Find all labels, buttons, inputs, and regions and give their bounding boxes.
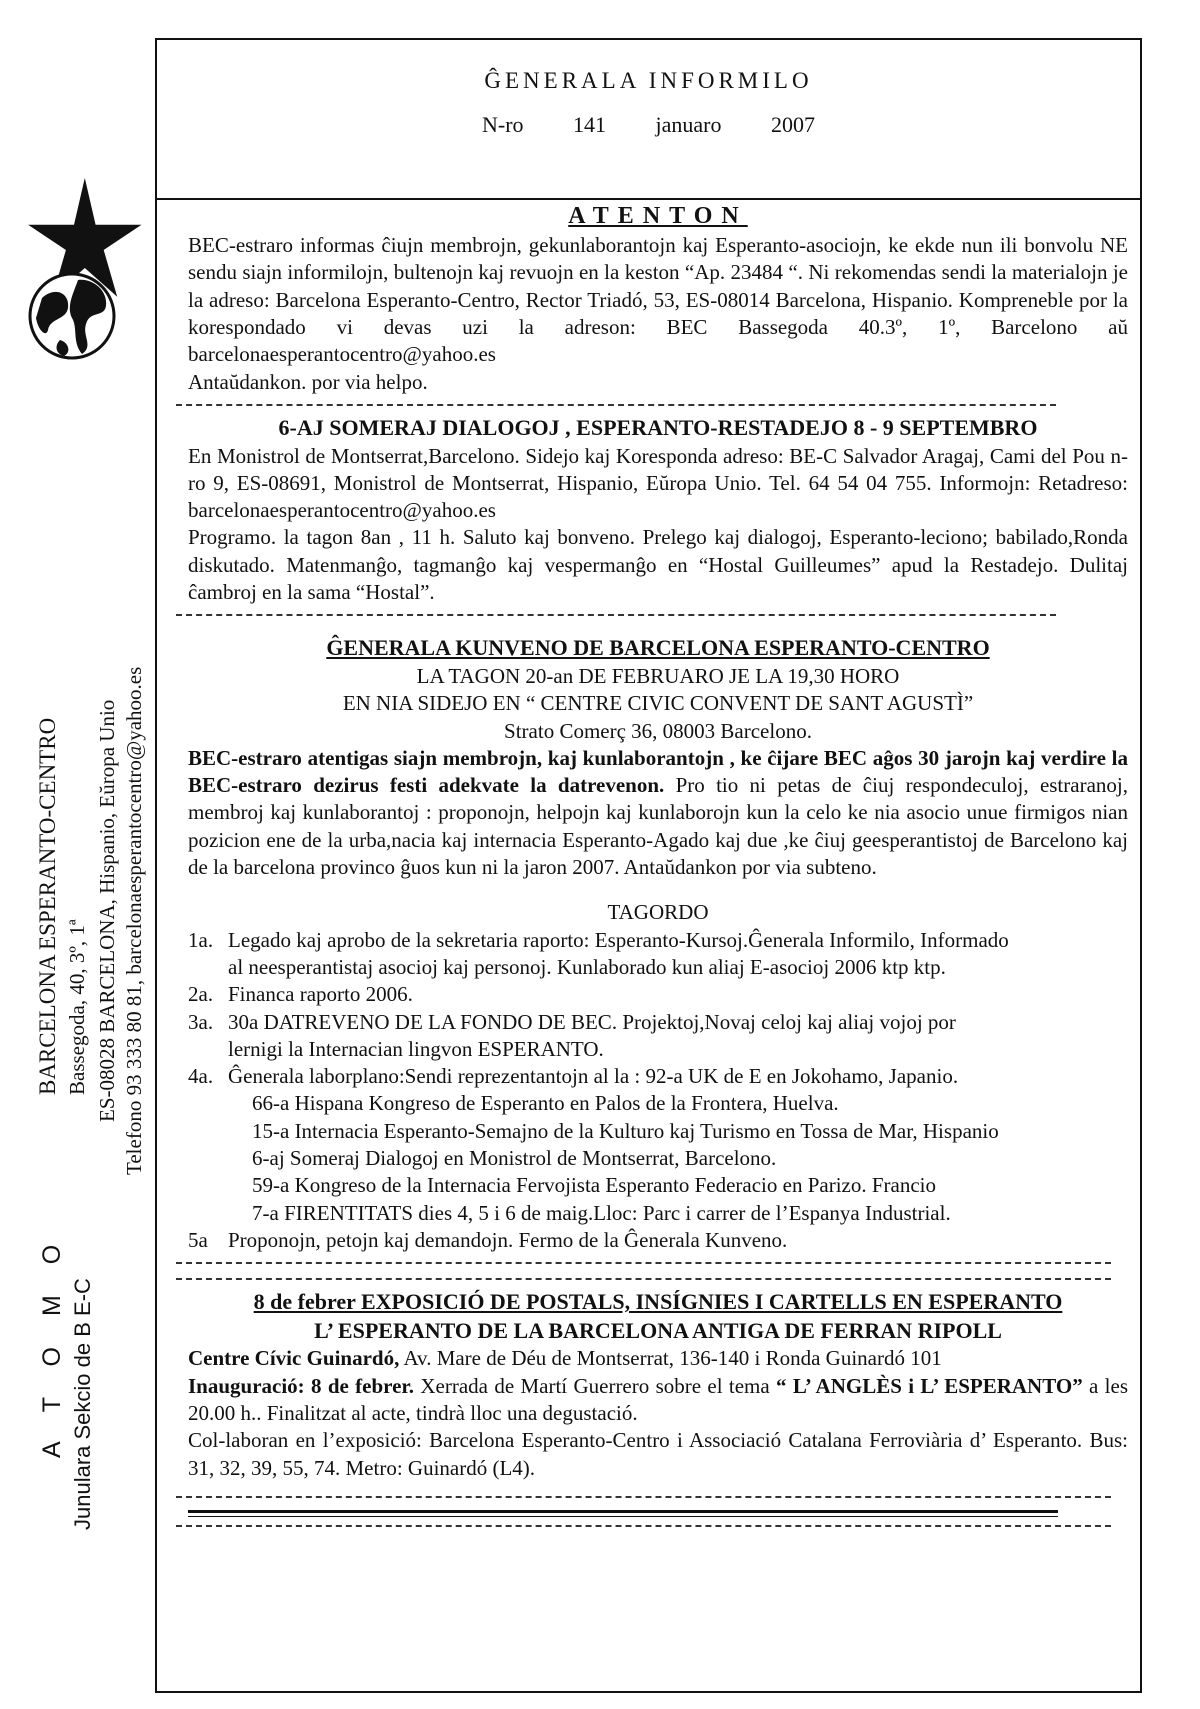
kunveno-bold-text: BEC-estraro atentigas siajn membrojn, kaj kunlaborantojn , ke ĉijare BEC aĝos 30 jarojn kaj verdire la BEC-estraro dezirus festi adekvate la datrevenon.	[188, 745, 1128, 798]
issue-year: 2007	[771, 112, 815, 137]
bulletin-title: ĜENERALA INFORMILO	[484, 68, 813, 93]
agenda-item: 5a Proponojn, petojn kaj demandojn. Fermo de la Ĝenerala Kunveno.	[188, 1227, 788, 1252]
sidebar-city: ES-08028 BARCELONA, Hispanio, Eŭropa Unio	[95, 699, 119, 1122]
agenda-subitem: 66-a Hispana Kongreso de Esperanto en Palos de la Frontera, Huelva.	[252, 1091, 839, 1116]
separator	[176, 1262, 1111, 1264]
star-globe-logo	[20, 168, 150, 368]
atenton-paragraph: BEC-estraro informas ĉiujn membrojn, gekunlaborantojn kaj Esperanto-asociojn, ke ekde nun ili bonvolu NE sendu siajn informilojn, bultenojn kaj revuojn en la keston “Ap. 23484 “. Ni rekomendas sendi la materialojn je la adreso: Barcelona Esperanto-Centro, Rector Triadó, 53, ES-08014 Barcelona, Hispanio. Kompreneble por la korespondado vi devas uzi la adreson: BEC Bassegoda 40.3º, 1º, Barcelono aŭ barcelonaesperantocentro@yahoo.es	[188, 233, 1128, 367]
agenda-list	[188, 927, 1128, 1255]
atenton-heading: ATENTON	[568, 203, 748, 229]
separator	[176, 1525, 1111, 1527]
dialogoj-program: Programo. la tagon 8an , 11 h. Saluto kaj bonveno. Prelego kaj dialogoj, Esperanto-leciono; babilado,Ronda diskutado. Matenmanĝo, tagmanĝo kaj vespermanĝo en “Hostal Guilleumes” apud la Restadejo. Dulitaj ĉambroj en la sama “Hostal”.	[188, 525, 1128, 605]
sidebar-org-name: BARCELONA ESPERANTO-CENTRO	[35, 717, 60, 1095]
atenton-thanks: Antaŭdankon. por via helpo.	[188, 369, 428, 394]
expo-venue: Centre Cívic Guinardó, Av. Mare de Déu de Montserrat, 136-140 i Ronda Guinardó 101	[188, 1346, 942, 1371]
kunveno-body-text: Pro tio ni petas de ĉiuj respondeculoj, estraranoj, membroj kaj kunlaborantoj : proponojn, helpojn kaj kunlaborojn kun la celo ke nia asocio unue firmigos nian pozicion ene de la urba,nacia kaj internacia Esperanto-Agado kaj due ,ke ĉiuj geesperantistoj de Barcelono kaj de la barcelona provinco ĝuos kun ni la jaron 2007. Antaŭdankon por via subteno.	[188, 773, 1128, 880]
separator	[176, 1496, 1111, 1498]
kunveno-paragraph	[188, 745, 1128, 881]
issue-number: 141	[573, 112, 607, 137]
agenda-subitem: 7-a FIRENTITATS dies 4, 5 i 6 de maig.Lloc: Parc i carrer de l’Espanya Industrial.	[252, 1200, 951, 1225]
agenda-item-cont: lernigi la Internacian lingvon ESPERANTO.	[228, 1036, 604, 1061]
agenda-subitem: 6-aj Someraj Dialogoj en Monistrol de Montserrat, Barcelono.	[252, 1145, 777, 1170]
sidebar-section-subtitle: Junulara Sekcio de B E-C	[70, 1278, 95, 1530]
kunveno-venue: EN NIA SIDEJO EN “ CENTRE CIVIC CONVENT DE SANT AGUSTÌ”	[342, 691, 974, 716]
issue-number-label: N-ro	[481, 112, 524, 137]
double-rule	[188, 1510, 1058, 1517]
kunveno-heading: ĜENERALA KUNVENO DE BARCELONA ESPERANTO-CENTRO	[326, 635, 990, 661]
separator	[176, 1278, 1111, 1280]
agenda-item: 3a. 30a DATREVENO DE LA FONDO DE BEC. Projektoj,Novaj celoj kaj aliaj vojoj por	[188, 1009, 956, 1034]
agenda-item: 2a. Financa raporto 2006.	[188, 982, 413, 1007]
agenda-item: 1a. Legado kaj aprobo de la sekretaria raporto: Esperanto-Kursoj.Ĝenerala Informilo, Informado	[188, 927, 1009, 952]
expo-inauguration: Inauguració: 8 de febrer. Xerrada de Martí Guerrero sobre el tema “ L’ ANGLÈS i L’ ESPERANTO” a les 20.00 h.. Finalitzat al acte, tindrà lloc una degustació.	[188, 1373, 1129, 1425]
sidebar-address: Bassegoda, 40, 3º, 1ª	[65, 919, 89, 1095]
separator	[176, 614, 1056, 616]
sidebar-contact: Telefono 93 333 80 81, barcelonaesperantocentro@yahoo.es	[122, 666, 146, 1175]
dialogoj-address: En Monistrol de Montserrat,Barcelono. Sidejo kaj Koresponda adreso: BE-C Salvador Aragaj, Cami del Pou n-ro 9, ES-08691, Monistrol de Montserrat, Hispanio, Eŭropa Unio. Tel. 64 54 04 755. Informojn: Retadreso: barcelonaesperantocentro@yahoo.es	[188, 443, 1128, 523]
kunveno-date: LA TAGON 20-an DE FEBRUARO JE LA 19,30 HORO	[416, 663, 900, 688]
kunveno-street: Strato Comerç 36, 08003 Barcelono.	[504, 718, 812, 743]
dialogoj-heading: 6-AJ SOMERAJ DIALOGOJ , ESPERANTO-RESTADEJO 8 - 9 SEPTEMBRO	[278, 414, 1038, 440]
expo-subtitle: L’ ESPERANTO DE LA BARCELONA ANTIGA DE FERRAN RIPOLL	[314, 1317, 1002, 1343]
issue-line	[155, 112, 1142, 138]
agenda-item-cont: al neesperantistaj asocioj kaj personoj. Kunlaborado kun aliaj E-asocioj 2006 ktp ktp.	[228, 954, 946, 979]
agenda-item: 4a. Ĝenerala laborplano:Sendi reprezentantojn al la : 92-a UK de E en Jokohamo, Japanio.	[188, 1064, 959, 1089]
expo-collaboration: Col-laboran en l’exposició: Barcelona Esperanto-Centro i Associació Catalana Ferroviària d’ Esperanto. Bus: 31, 32, 39, 55, 74. Metro: Guinardó (L4).	[188, 1428, 1128, 1480]
expo-heading: 8 de febrer EXPOSICIÓ DE POSTALS, INSÍGNIES I CARTELLS EN ESPERANTO	[253, 1289, 1063, 1315]
sidebar-section-name: A T O M O	[38, 1232, 66, 1458]
header-divider	[155, 198, 1142, 200]
agenda-subitem: 59-a Kongreso de la Internacia Fervojista Esperanto Federacio en Parizo. Francio	[252, 1173, 936, 1198]
bulletin-content	[188, 205, 1128, 1535]
separator	[176, 404, 1056, 406]
tagordo-heading: TAGORDO	[607, 900, 709, 925]
agenda-subitem: 15-a Internacia Esperanto-Semajno de la Kulturo kaj Turismo en Tossa de Mar, Hispanio	[252, 1118, 999, 1143]
issue-month: januaro	[655, 112, 722, 137]
